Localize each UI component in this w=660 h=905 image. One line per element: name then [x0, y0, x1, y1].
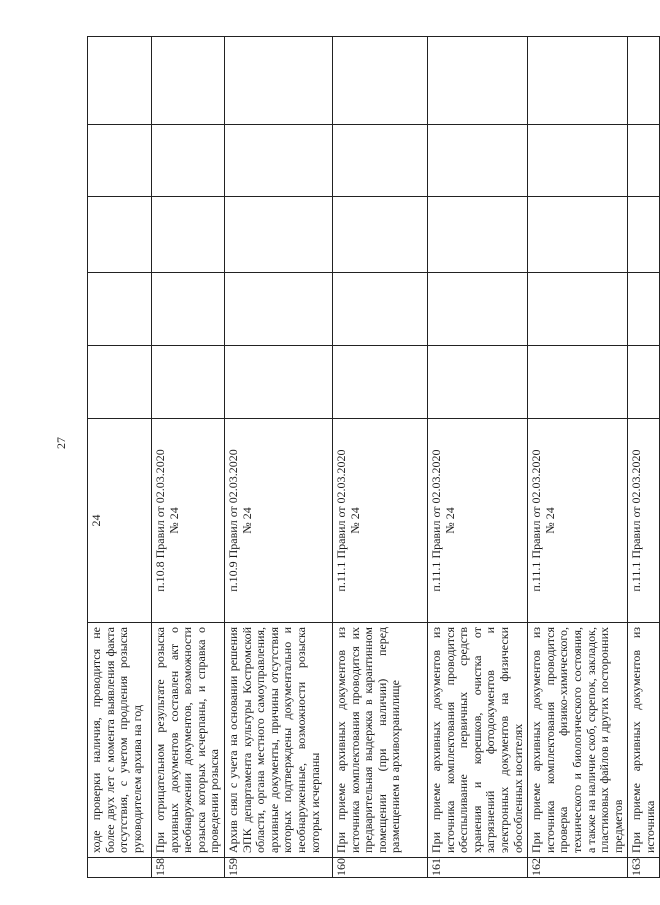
empty-cell — [628, 197, 660, 273]
table-row — [224, 37, 332, 878]
table-row — [152, 37, 225, 878]
legal-reference — [427, 419, 527, 623]
page-number: 27 — [54, 437, 68, 449]
legal-reference — [528, 419, 628, 623]
row-number: 161 — [427, 858, 527, 878]
empty-cell — [224, 197, 332, 273]
reference-line: п.11.1 Правил от 02.03.2020 — [629, 449, 644, 592]
legal-reference — [224, 419, 332, 623]
table-row — [427, 37, 527, 878]
requirement-text: ходе проверки наличия, проводится не более двух лет с момента выявления факта отсутствия, с учетом продления розыска руководителем архива на год — [88, 623, 152, 858]
empty-cell — [224, 125, 332, 197]
legal-reference — [88, 419, 152, 623]
empty-cell — [332, 125, 427, 197]
empty-cell — [152, 197, 225, 273]
empty-cell — [152, 125, 225, 197]
requirement-text: При приеме архивных документов из источника комплектования проводится обеспыливание первичных средств хранения и корешков, очистка от загрязнений фотодокументов и электронных документов на физически обособленных носителях — [427, 623, 527, 858]
empty-cell — [332, 197, 427, 273]
empty-cell — [628, 125, 660, 197]
empty-cell — [427, 197, 527, 273]
reference-line: 24 — [89, 514, 103, 527]
requirement-text: Архив снял с учета на основании решения ЭПК департамента культуры Костромской области, органа местного самоуправления, архивные документы, причины отсутствия которых подтверждены документально и необнаруженные, возможности розыска которых исчерпаны — [224, 623, 332, 858]
empty-cell — [528, 37, 628, 125]
requirement-text: При отрицательном результате розыска архивных документов составлен акт о необнаружении документов, возможности розыска которых исчерпаны, и справка о проведении розыска — [152, 623, 225, 858]
empty-cell — [427, 125, 527, 197]
reference-line: № 24 — [542, 507, 557, 534]
empty-cell — [224, 346, 332, 419]
reference-line: № 24 — [442, 507, 457, 534]
row-number: 163 — [628, 858, 660, 878]
reference-line: № 24 — [166, 507, 181, 534]
empty-cell — [332, 273, 427, 346]
empty-cell — [427, 273, 527, 346]
empty-cell — [628, 37, 660, 125]
row-number: 159 — [224, 858, 332, 878]
empty-cell — [528, 197, 628, 273]
empty-cell — [152, 273, 225, 346]
reference-line: п.10.8 Правил от 02.03.2020 — [153, 449, 167, 592]
reference-line: п.11.1 Правил от 02.03.2020 — [529, 449, 544, 592]
requirement-text: При приеме архивных документов из источника — [628, 623, 660, 858]
empty-cell — [528, 125, 628, 197]
requirement-text: При приеме архивных документов из источника комплектования проводится проверка физико-химического, технического и биологического состояния, а также на наличие скоб, скрепок, закладок, пластиковых файлов и других посторонних предметов — [528, 623, 628, 858]
reference-line: п.10.9 Правил от 02.03.2020 — [225, 449, 240, 592]
empty-cell — [332, 346, 427, 419]
empty-cell — [427, 346, 527, 419]
empty-cell — [88, 125, 152, 197]
empty-cell — [88, 197, 152, 273]
empty-cell — [224, 273, 332, 346]
row-number: 160 — [332, 858, 427, 878]
legal-reference — [152, 419, 225, 623]
empty-cell — [88, 273, 152, 346]
legal-reference — [332, 419, 427, 623]
document-table — [87, 37, 657, 878]
table-row — [332, 37, 427, 878]
empty-cell — [427, 37, 527, 125]
reference-line: п.11.1 Правил от 02.03.2020 — [428, 449, 443, 592]
empty-cell — [528, 273, 628, 346]
table-row — [528, 37, 628, 878]
empty-cell — [88, 346, 152, 419]
row-number: 162 — [528, 858, 628, 878]
empty-cell — [152, 346, 225, 419]
row-number: 158 — [152, 858, 225, 878]
table-row — [88, 37, 152, 878]
empty-cell — [528, 346, 628, 419]
row-number — [88, 858, 152, 878]
reference-line: № 24 — [347, 507, 362, 534]
requirement-text: При приеме архивных документов из источника комплектования проводится их предварительная выдержка в карантинном помещении (при наличии) перед размещением в архивохранилище — [332, 623, 427, 858]
empty-cell — [88, 37, 152, 125]
empty-cell — [628, 273, 660, 346]
reference-line: № 24 — [239, 507, 254, 534]
reference-line: п.11.1 Правил от 02.03.2020 — [333, 449, 348, 592]
empty-cell — [332, 37, 427, 125]
empty-cell — [152, 37, 225, 125]
empty-cell — [224, 37, 332, 125]
empty-cell — [628, 346, 660, 419]
legal-reference — [628, 419, 660, 623]
table-row — [628, 37, 660, 878]
